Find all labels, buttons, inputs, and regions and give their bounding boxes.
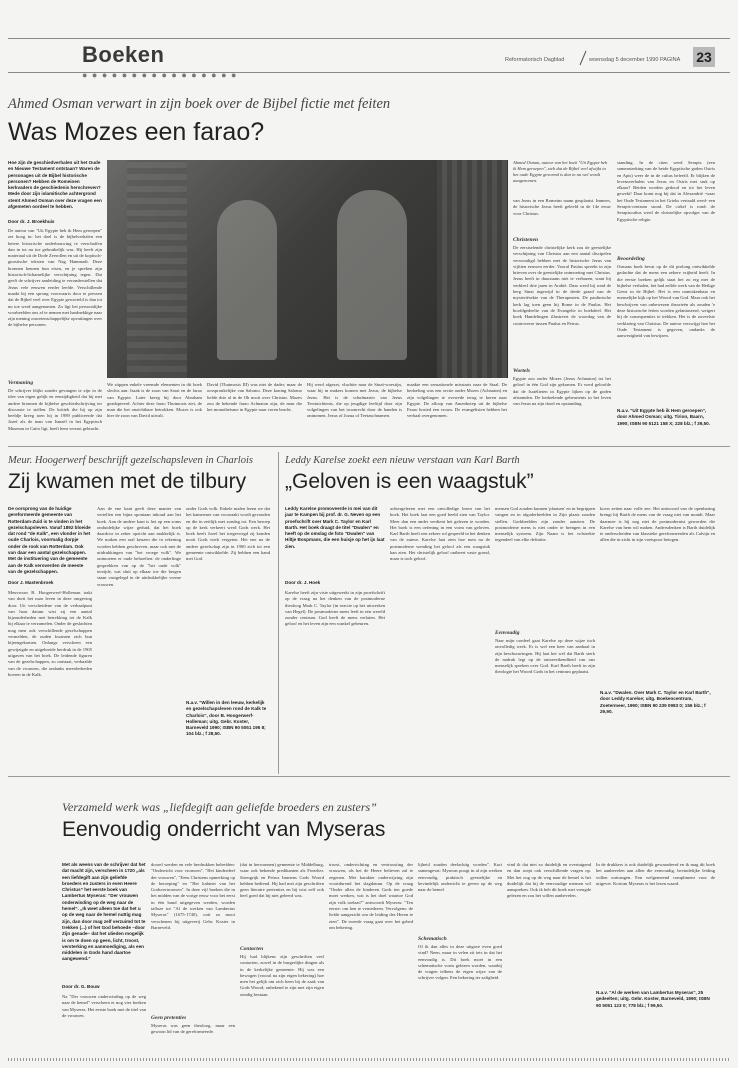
article4-body-col5b: Of ik dan alles in deze uitgave even goed vind? Neen, maar in velen zit iets in dat het eenvoudig is. Dit boek moet in een schematische vorm gelezen worden, waarbij de vragen telkens de eigen wijze van de schrijver volgen. Een bekering ter zaligheid.: [418, 944, 502, 981]
article4-body-col1: Na "Der vrouwen onderwisding op de weg naar de hemel" verscheen er nog vier boeken van Myseras. Het eerste boek met de titel van de vrouwen.: [62, 994, 146, 1018]
article4-body-col2: doorel werden en vele herdrukken beleefden: "Onderricht voor vrouwen", "Het kinderdeel der vrouwen", "Eens Christens opmerking op de beroeping" en "Het kabinet van het Godsvertrouwen". In deze vijf boeken die in het midden van de vorige eeuw voor het eerst in één band uitgegeven werden, worden talloze tot "Al de werken van Lambertus Myseras" (1675-1740), ooit zo mooi verschenen bij uitgeverij Gebr. Koster in Barneveld.: [151, 862, 235, 930]
article1-subhead-3: Wortels: [513, 368, 531, 374]
article1-info: N.a.v. "Uit Egypte heb ik Hem geroepen", door Ahmed Osman; uitg. Tirion, Baarn, 1990; ISBN 90 5121 158 X; 228 blz.; f 39,50.: [617, 408, 710, 426]
article1-headline: Was Mozes een farao?: [8, 118, 265, 146]
article3-kicker: Leddy Karelse zoekt een nieuw verstaan van Karl Barth: [285, 455, 520, 466]
article3-byline: Door dr. J. Hoek: [285, 580, 321, 585]
article1-body-col1b: De schrijver blijkt zonder gevangen te zijn in de idee van eigen gelijk en eenzijdigheid dat hij met andere bronnen de bijbelse geschiedschrijving ter discussie te stellen. De kritiek die hij op zijn beeldje kreeg toen hij in 1989 publiceerde dat Jozef als de man van Ismaël in het Egyptisch Museum in Caïro ligt, heeft hem verrast gebracht.: [8, 388, 102, 431]
section-title: Boeken: [82, 42, 165, 67]
article1-body-col1: De auteur van "Uit Egypte heb ik Hem geroepen" zet hoog in: het doel is de bijbelverhalen een betere historische onderbouwing te verschaffen dan in tot nu toe gebruikelijk was. Hij heeft zijn materiaal uit de Dode Zeerollen en uit de koptisch-gnostische teksten van Nag Hammadi. Deze bronnen kennen hun eisen, en je spreken zijn historisch-lichamelijke verschijning tegen. Dat geeft de schrijver aanleiding te veronderstellen dat Jezus vele eeuwen eerder leefde. Verschillende maakt hij een sprong voorwaarts door te pressen dat de Bijbel veel over Egypte geworteld is dan tot nu toe werd aangenomen. Zo ligt het persoonlijke voorbeelden ons af te nemen met hardnekkige naar zijn mening onwetenschappelijke opvattingen over de bijbelse personen.: [8, 228, 102, 328]
article3-body-col3b: Naar mijn oordeel gaat Karelse op deze wijze toch onvolledig werk. Er is wel een keer van aanhaal in zijn beschouwingen. Hij laat het wel dat Barth sterk de nadruk legt op de ontoereikendheid van ons menselijk spreken over God. Karl Barth heeft in zijn theologie het Woord Gods in het centrum geplaatst.: [495, 638, 595, 675]
article4-body-col3b: Hij had blijkens zijn geschriften veel contacten, zowel in de burgerlijke dingen als in de kerkelijke gemeente. Hij was een bewogen (vooral na zijn eigen bekering) hoe men het gelijk om zich heen bij de zaak van Gods Woord, onbekend te zijn met zijn eigen zondig bestaan.: [240, 954, 324, 997]
page-number: 23: [693, 47, 715, 67]
article2-body-col3: onder Gods volk. Enkele malen lezen we dat het kamermer van voorzaakt wordt gevonden en die in zeitlijk met zondag tot. Een beroep op de kerk verkeert werd Gods werk. Het boek heeft Jozef het toegevoegd zij konden nooit Gods werk vergeten. Het ene na de andere gezelschap zijn in 1900 zich tot een gemeente ontwikkelde. Zij hebben een band met God.: [186, 506, 270, 562]
article4-subhead-2: Contacten: [240, 946, 264, 952]
divider-2: [278, 452, 279, 774]
article4-body-col3: (dat in herwonnen) gemeente te Middelburg, waar ook bekende predikanten als Frearlier. Strengrijk en Petrus Immens Gods Woord hebben bediend. Hij had met zijn geschriften geen literaire pretenties en hij wist zelf ook heel goed dat hij niet geleerd was.: [240, 862, 324, 899]
article1-lead: Hoe zijn de geschiedverhalen uit het Oude en Nieuwe Testament ontstaan? Waren de personages uit de Bijbel historische personen? Hebben de Romeinen kerkvaders de geschiedenis herschreven? Mede door zijn islamitische achtergrond stemt Ahmed Osman over deze vragen een afgemeten oordeel te hebben.: [8, 160, 102, 210]
section-dots: ● ● ● ● ● ● ● ● ● ● ● ● ● ● ● ●: [82, 70, 238, 80]
article1-byline: Door dr. J. Broekhuis: [8, 219, 55, 224]
article1-body-col6: van Jezus in een Romeins naam gesplaatst. Immers, de historische Jezus heeft geleefd in de 14e eeuw voor Christus.: [513, 198, 611, 216]
article4-headline: Eenvoudig onderricht van Myseras: [62, 818, 386, 841]
article1-body-col7: standing. In de citen werd Serapis (een samenstreking van de beide Egyptische goden Osiris en Apis) weer de in de cultus beleefd. Er blijken de levensverhalen van Jezus en Osiris met stuk op elkaar? Beiden worden gedood en tot het leven gewekt! Daar komt nog bij dat in Alexandrië -waar het Oude Testament in het Grieks vertaald werd- een Serapis-centrum stond. De cirkel is rond: de Serapiscultus werd de christelijke opvolger van de Egyptische religie.: [617, 160, 715, 222]
article1-body-col7b: Osmans boek bevat op de dit prolong ontwikkelde gedachte dat de mens een zekere vrijheid heeft. In die eerste boeken gelijk staat het zo erg met de bijbelse verhalen, het had zelfde werk van de Heilige Geest in de Bijbel. Het is een onmiskenbaar en menselijke kijk op het Woord van God. Maar ook het beschrijven van onbewezen theorieën als zouden 'e deze historische feiten worden gefantaseerd, weigert hij de consequenties te trekken. Het is de zoveelste verklaring van Christus. De auteur verzwijgt hoe het Oude Testament is gegeven, ondanks de aanwezigheid van bewijzen.: [617, 264, 715, 339]
article4-info: N.a.v. "Al de werken van Lambertus Myseras", 25 gedeelten; uitg. Gebr. Koster, Barneveld, 1990; ISBN 90 5051 123 0; 778 blz.; f 99,50.: [596, 990, 710, 1008]
article1-kicker: Ahmed Osman verwart in zijn boek over de Bijbel fictie met feiten: [8, 96, 391, 112]
article4-byline: Door dr. G. Bouw: [62, 984, 100, 989]
article4-body-col7: In de drukkers is ook duidelijk gewaardeerd en ik mag dit boek het aanbevelen aan allen die eenvoudig, bevindelijke leiding willen ontvangen. Een welgemeend compliment voor de uitgever. Kortom Myseras is het lezen waard.: [596, 862, 715, 886]
article2-headline: Zij kwamen met de tilbury: [8, 470, 247, 493]
divider-1: [8, 446, 730, 447]
article3-headline: „Geloven is een waagstuk”: [285, 470, 534, 493]
article3-info: N.a.v. "Dwalen. Over Mark C. Taylor en Karl Barth", door Leddy Karelse; uitg. Boekencentrum, Zoetermeer, 1990; ISBN 90 239 0983 0; 156 blz.; f 29,90.: [600, 690, 711, 714]
header-bottom-rule: [8, 72, 730, 73]
article1-photo-caption: Ahmed Osman, auteur van het boek "Uit Egypte heb ik Hem geroepen", stelt dat de Bijbel veel afwijkt in het oude Egypte gevormd is dan in nu wel wordt aangenomen.: [513, 160, 608, 183]
article1-body-col5: maakte een sensationele misstarts naar de Staal. De bedoeling was een sectie onder Mozes (Achnaton) en zijn volgelingen te overrede terug te keren naar Egypte. De afloop van Amenhotep uit de bijbelse Farao hosted een vrouw. De evangelisten hebben het verhaal overgenomen.: [407, 382, 507, 419]
article1-subhead-2: Christenen: [513, 237, 539, 243]
article4-body-col6: vind ik dat niet zo duidelijk en overtuigend en dan roept ook verschillende vragen op. Met het oog op de weg naar de hemel is het duidelijk dat hij de eenvoudige mensen wil aanspreken. Ook ik heb dit boek met vreugde gelezen en zou het willen aanbevelen.: [507, 862, 591, 899]
publication-name: Reformatorisch Dagblad: [505, 57, 565, 63]
article1-body-col3: David (Thutmosis III) was niet de dader, maar de oorspronkelijke van Salomo. Deze koning Salomo liefde drie al in de Oh nooit over Christus. Mozes zou de bekende farao Achnaton zijn, de man die het monotheïsme in Egypte naar voren bracht.: [207, 382, 302, 413]
page-bottom-border: [8, 1058, 730, 1061]
article3-body-col4: koers zetten naar volle zee. Het antwoord van de openbaring brengt bij Barth de mens van de vraag niet van mondt. Maar daarmee is hij nog niet de postmodernist geworden die Karelse van hem wil maken. Andersdenken is Barth duidelijk te onderscheiden van klassieke gereformeerden als Calvijn en allen die in zicht in zijn voetspoor betogen.: [600, 506, 715, 543]
article1-subhead-1: Vermaning: [8, 380, 34, 386]
divider-3: [8, 776, 730, 777]
article3-body-col3: mensen God zouden kunnen 'plaatsen' en in begrippen vangen en in afgoderbeelden in Zijn plaats zouden stellen. Godsbeelden zijn zonder aanzien. De postmoderne mens is niet onder te brengen in een menselijk systeem. Zijn Naam is het volstrekte tegendeel van elke definitie.: [495, 506, 595, 543]
article2-info: N.a.v. "Willen in den leeuw, kerkelijk en gezelschapsleven rond de Kalk te Charlois", door B. Hoogerwerf-Holleman; uitg. Gebr. Koster, Barneveld 1990; ISBN 90 5051 195 8; 104 blz.; f 28,50.: [186, 700, 267, 737]
article4-body-col5: lijheid zouden deelachtig worden". Kort samengevat: Myseras poogt in al zijn werken eenvoudig, praktisch geestelijke en bevindelijk onderricht te geven op de weg naar de hemel.: [418, 862, 502, 893]
article3-lead: Leddy Karelse promoveerde in mei van dit jaar te Kampen bij prof. dr. G. Neven op een proefschrift over Mark C. Taylor en Karl Barth. Het boek draagt de titel "Dwalen" en heeft op de omslag de foto "Dwalen" van Hiltje Bospmans, die een huisje op het ijs laat zien.: [285, 506, 385, 549]
article2-body-col2: Aan de ene kant geeft deze manier van vertellen een bijna spontaan inhoud aan het boek. Aan de andere kant is het op een soms onduidelijke wijze geduid, dat het boek daardoor in zeker opzicht aan makkelijk is. We maken een aral keuzen die in rekening worden hebben geschreven, maar ook met de uitdrukkingen van "het vroege volk". We ontmoeten er oude behoeften: de onderlinge gesprekken van op de "het oude volk" terzijde, wat sluit op elkaar toe die bergen staan vastgelegd in de uitdrukkelijke vrome vrouwen.: [97, 506, 181, 587]
article1-body-col6c: Egypte zou onder Mozes (Jezus Achnaton) tot het geloof in één God zijn gekomen. Er werd geloofde dat de Israëlieten in Egypte lijken op de goden afstamden. De bedoelende gebeurtenis in het leven van Jezus na zijn dood en opstanding.: [513, 376, 611, 407]
article1-body-col6b: De eerstselende christelijke kerk zou de geestelijke verschijning van Christus aan een aantal discipelen verwondigd hebben met de historische Jezus van vijftien eeuwen eerder. Vooral Paulus spreekt in zijn brieven over de geestelijke ontmoeting met Christus. Jezus heeft in duurzaam niet te verbazen, want hij verbleef drie jaren in Arabië. Daar werd hij rond de berg Sinai ingewijd in de derde graad van de mysteriësekte van de Therapeuten. De paulinische kerk lag toen geen hij Rome in de Paulus. Het hoofdgedeelte van de Evangelie in boekdeel. Het boek Handelingen illustreert de woordag van de controverse tussen Paulus en Petrus.: [513, 245, 611, 326]
article3-subhead-1: Eenvoudig: [495, 630, 520, 636]
issue-date: woensdag 5 december 1990 PAGINA: [589, 57, 681, 63]
article4-kicker: Verzameld werk was „liefdegift aan geliefde broeders en zusters”: [62, 800, 377, 814]
article2-byline: Door J. Mastenbroek: [8, 580, 54, 585]
article4-subhead-3: Schematisch: [418, 936, 447, 942]
article1-body-col2: We stippen enkele vreemde elementen in dit boek slechts aan: Isaak is de zoon van Sarai en de farao van Egypte. Later kreeg hij door Abraham geadopteerd. Achter deze farao Thutmosis ziet, de man die het onzichtbare betrokken. Mozes is ook hier de zoon van David uitvalt.: [107, 382, 202, 419]
article3-body-col1: Karelse heeft zijn visie uitgewerkt in zijn proefschrift op de vraag na het denken van de postmoderne theoloog Mark C. Taylor (in reactie op het uitwerken van Hegel). De postmoderne mens leeft in een wereld zonder centrum. God heeft de mens verlaten. Het geloof en het leven zijn een wankel gebeuren.: [285, 590, 385, 627]
article1-body-col4: Hij werd afgezet, vluchtte naar de Sinaï-woestijn, waar hij in makers komen met Jezus, de bijbelse Jezus. Het is de schulmaster van Jezus Terstuichienis, die op jeugdige leeftijd door zijn volgelingen van het troonrecht door de handen is ontnomen. Jezus of Jozua of Teetzuchnamen.: [307, 382, 402, 419]
article4-lead: Met als weens van de schrijver dat het dat macht zijn, verscheen in 1720 „als een liefdegift aan zijn geliefde broeders en zusters in even Heere Christus” het eerste boek van Lambertus Myseras: “Der vrouwen onderwisding op de weg naar de hemel”. „Ik weet alleen toe dat het u op de weg naar de hemel nuttig mag zijn, dan door mag zelf verzuimd tot te trekken (...) of het God behoede –door Zijn genade– dat het ulieden mogelijk is om te doen op geen, licht, troost, versterking en aanmoediging, als een middelen in Gods hand daartoe aangewend.”: [62, 862, 146, 962]
article4-body-col2b: Myseras was geen theoloog, maar een gewoon lid van de gereformeerde.: [151, 1023, 235, 1035]
slash-mark-icon: [578, 50, 588, 66]
article1-subhead-4: Beoordeling: [617, 256, 645, 262]
article2-lead: De oorsprong van de huidige gereformeerde gemeente van Rotterdam-Zuid is te vinden in het gezelschapsleven. Vanaf 1892 bloeide dat rond "de Kalk", een vlonder in het oude Charlois, voormalig dorpje onder de rook van Rotterdam. Ook van daar een aantal gezelschappen. Met de instituering van de gemeente aan de Kalk veroverden de meeste van de gezelschappen.: [8, 506, 91, 574]
article4-body-col4: troost, onderrichting en vertroosting der vrouwen, als het de Heere believen zal te zegenen. Met karakter onderwijzing zijn voortdurend het slagdatum. Op de vraag "Onder allen de kinderen Gods ten goede moet werken, wat is het doel waartoe God zijn volk toelaat?" antwoordt Myseras: "Ten eerste: om hen te vernederen. Vervolgens: de liefde aangezicht om de leiding des Heren te zien". De tweede vraag gaat over het gebed om bekering.: [329, 862, 413, 930]
article4-subhead-1: Geen pretenties: [151, 1015, 187, 1021]
header-top-rule: [8, 38, 730, 39]
article1-photo: [107, 160, 508, 378]
article2-body-col1: Meuvrouw B. Hoogerwerf-Holleman trakt van dorti het naar leven in deze omgeving door. Uit verscheidene van de verhaalpunt van haar datum wist zij een aantal bijzonderheden met betrekking tot de Kalk bij elkaar te verzamelen. Onder de geslachten mag men ook verschillende gezelschappen vermelden, de ouden kwamen zich hun bijeengekomen. Onlangs verscheen een gewijzigde en uitgebreide herdruk in de 1905 uitgaven van het boek. De leidende figuren van de gezelschappen, zo ontstaat, verbaalde van de vrouwen, die ondanks meerderheden boeren in de Kalk.: [8, 590, 92, 677]
article2-kicker: Meur. Hoogerwerf beschrijft gezelschapsleven in Charlois: [8, 455, 253, 466]
article3-body-col2: achtergelezen met een onvolledige lezen van het boek. Het boek laat een goed beeld zien van Taylor. Meer dan een ander verdient het gelezen te worden. Het boek is een oefening in een vorm van geloven. Karl Barth heeft een zekere rol gespeeld in het denken van de auteur. Karelse laat zien hoe men na de postmoderne wending het geloof als een waagstuk kan zien. Het christelijk geloof ontbeert vaste grond, maar is toch geloof.: [390, 506, 490, 562]
